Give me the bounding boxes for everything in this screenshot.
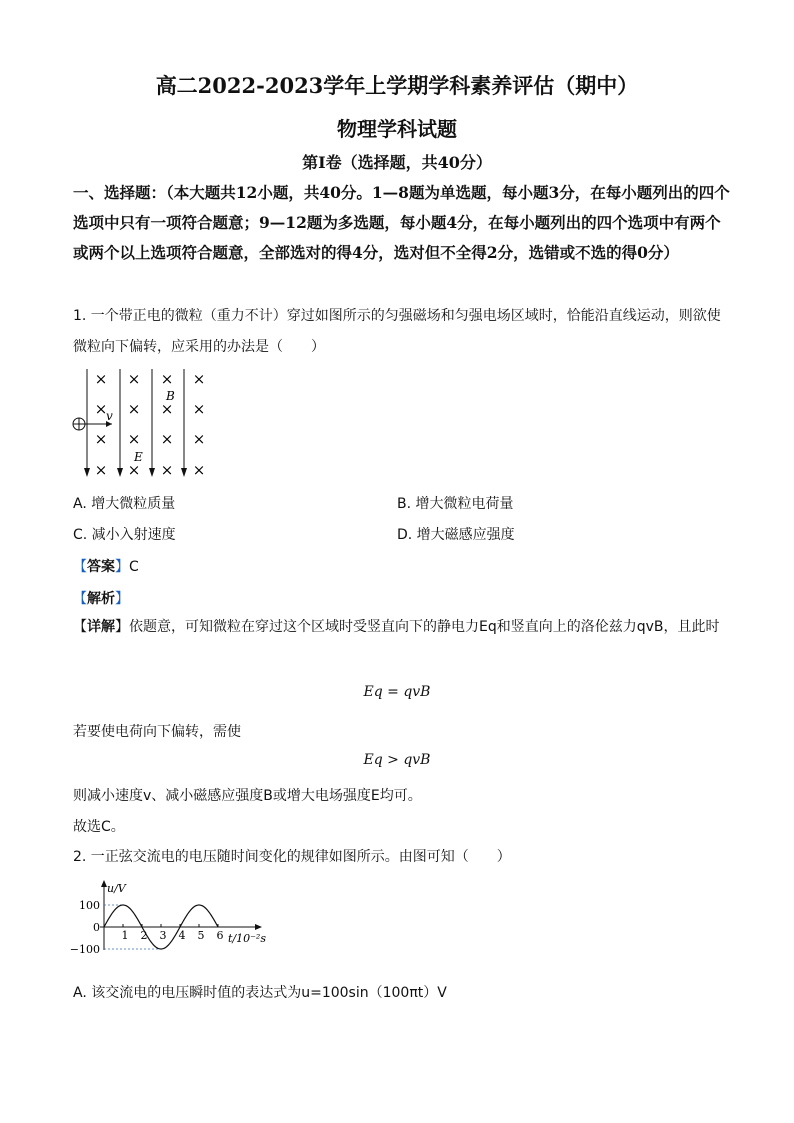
x-tick-label: 3: [159, 929, 167, 942]
field-line-arrowhead: [84, 468, 90, 477]
y-tick-label: 100: [79, 899, 100, 912]
field-line-arrowhead: [117, 468, 123, 477]
analysis-bracket-close: 】: [115, 591, 129, 607]
equation-inequality: Eq > qvB: [363, 752, 431, 768]
cross-mark: ×: [192, 461, 206, 479]
q1-stem-line2: 微粒向下偏转，应采用的办法是（ ）: [73, 339, 325, 355]
detail-bracket-open: 【: [73, 619, 87, 635]
answer-value: C: [129, 559, 139, 575]
cross-mark: ×: [160, 370, 174, 388]
cross-mark: ×: [192, 370, 206, 388]
field-line-arrowhead: [149, 468, 155, 477]
cross-mark: ×: [160, 461, 174, 479]
x-tick-label: 5: [197, 929, 205, 942]
analysis-label: 解析: [87, 591, 115, 607]
q1-detail: [73, 612, 723, 643]
x-tick-label: 6: [216, 929, 224, 942]
q1-option-d: D. 增大磁感应强度: [397, 527, 515, 543]
q1-option-a: A. 增大微粒质量: [73, 496, 176, 512]
q1-option-b: B. 增大微粒电荷量: [397, 496, 514, 512]
label-E: E: [134, 450, 143, 464]
q1-stem-line1: 1. 一个带正电的微粒（重力不计）穿过如图所示的匀强磁场和匀强电场区域时，恰能沿直线运动，则欲使: [73, 308, 721, 324]
cross-mark: ×: [94, 370, 108, 388]
q1-answer: [73, 556, 139, 576]
q2-option-a: A. 该交流电的电压瞬时值的表达式为u=100sin（100πt）V: [73, 985, 447, 1001]
detail-text: 依题意，可知微粒在穿过这个区域时受竖直向下的静电力Eq和竖直向上的洛伦兹力qvB，且此时: [129, 619, 720, 635]
cross-mark: ×: [160, 430, 174, 448]
cross-mark: ×: [127, 430, 141, 448]
x-tick-label: 2: [140, 929, 148, 942]
y-tick-label: 0: [93, 921, 100, 934]
detail-bracket-close: 】: [115, 619, 129, 635]
cross-mark: ×: [127, 400, 141, 418]
q2-voltage-chart: [70, 878, 270, 958]
subject-title: 物理学科试题: [337, 117, 457, 141]
x-tick-label: 4: [178, 929, 186, 942]
cross-mark: ×: [127, 461, 141, 479]
label-B: B: [166, 389, 175, 403]
analysis-bracket-open: 【: [73, 591, 87, 607]
q2-stem: 2. 一正弦交流电的电压随时间变化的规律如图所示。由图可知（ ）: [73, 849, 511, 865]
cross-mark: ×: [94, 400, 108, 418]
y-tick-label: −100: [70, 943, 100, 956]
section-instructions: 一、选择题：（本大题共12小题，共40分。1—8题为单选题，每小题3分，在每小题列出的四个选项中只有一项符合题意；9—12题为多选题，每小题4分，在每小题列出的四个选项中有两个或两个以上选项符合题意，全部选对的得4分，选对但不全得2分，选错或不选的得0分）: [73, 183, 730, 262]
q1-conclusion: 则减小速度v、减小磁感应强度B或增大电场强度E均可。: [73, 788, 422, 804]
label-v: v: [106, 409, 113, 423]
cross-mark: ×: [160, 400, 174, 418]
x-tick-label: 1: [121, 929, 129, 942]
volume-heading: 第Ⅰ卷（选择题，共40分）: [302, 153, 492, 172]
detail-label: 详解: [87, 619, 115, 635]
x-axis-arrow: [255, 924, 262, 930]
answer-bracket-close: 】: [115, 559, 129, 575]
cross-mark: ×: [192, 430, 206, 448]
answer-bracket-open: 【: [73, 559, 87, 575]
q1-option-c: C. 减小入射速度: [73, 527, 176, 543]
x-axis-label: t/10⁻²s: [228, 932, 266, 945]
answer-label: 答案: [87, 559, 115, 575]
q1-need-text: 若要使电荷向下偏转，需使: [73, 724, 241, 740]
exam-title: 高二2022-2023学年上学期学科素养评估（期中）: [155, 73, 639, 98]
cross-mark: ×: [94, 461, 108, 479]
q1-analysis-heading: [73, 588, 129, 608]
q1-field-diagram: [68, 365, 218, 483]
cross-mark: ×: [94, 430, 108, 448]
y-axis-label: u/V: [107, 882, 126, 895]
field-line-arrowhead: [181, 468, 187, 477]
cross-mark: ×: [127, 370, 141, 388]
cross-mark: ×: [192, 400, 206, 418]
q1-choose: 故选C。: [73, 819, 125, 835]
equation-balance: Eq = qvB: [363, 684, 431, 700]
